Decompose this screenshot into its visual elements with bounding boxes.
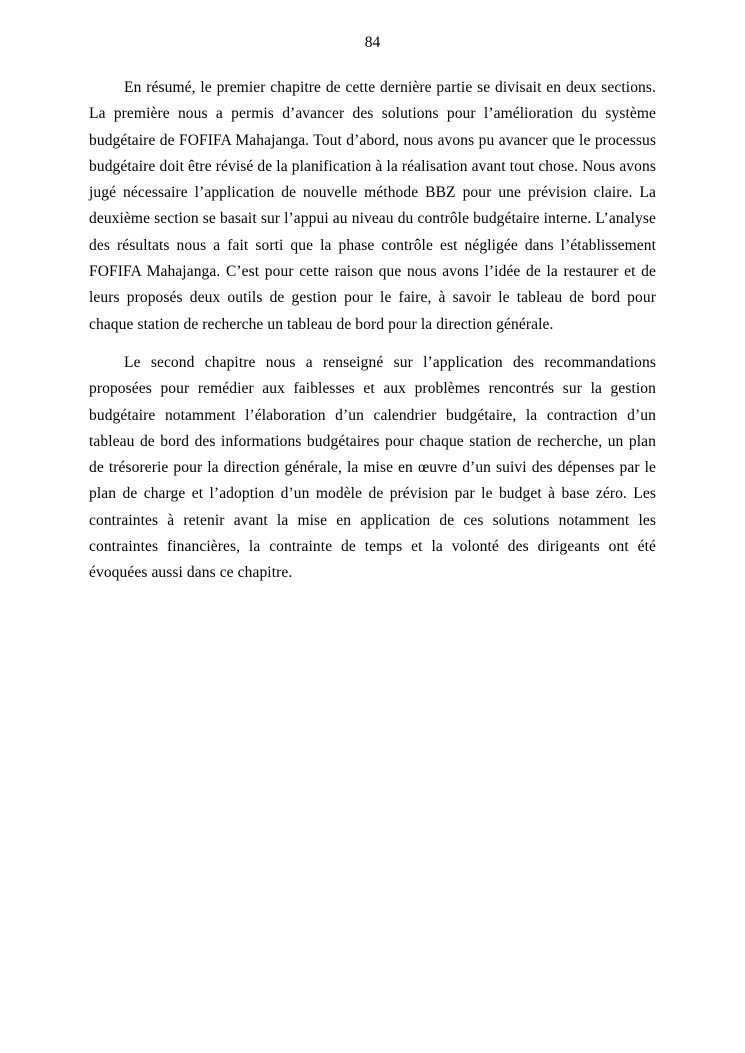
page-number: 84	[364, 34, 381, 51]
page-body	[89, 75, 656, 587]
paragraph: Le second chapitre nous a renseigné sur l’application des recommandations proposées pour remédier aux faiblesses et aux problèmes rencontrés sur la gestion budgétaire notamment l’élaboration d’un calendrier budgétaire, la contraction d’un tableau de bord des informations budgétaires pour chaque station de recherche, un plan de trésorerie pour la direction générale, la mise en œuvre d’un suivi des dépenses par le plan de charge et l’adoption d’un modèle de prévision par le budget à base zéro. Les contraintes à retenir avant la mise en application de ces solutions notamment les contraintes financières, la contrainte de temps et la volonté des dirigeants ont été évoquées aussi dans ce chapitre.	[89, 353, 656, 582]
paragraph: En résumé, le premier chapitre de cette dernière partie se divisait en deux sections. La première nous a permis d’avancer des solutions pour l’amélioration du système budgétaire de FOFIFA Mahajanga. Tout d’abord, nous avons pu avancer que le processus budgétaire doit être révisé de la planification à la réalisation avant tout chose. Nous avons jugé nécessaire l’application de nouvelle méthode BBZ pour une prévision claire. La deuxième section se basait sur l’appui au niveau du contrôle budgétaire interne. L’analyse des résultats nous a fait sorti que la phase contrôle est négligée dans l’établissement FOFIFA Mahajanga. C’est pour cette raison que nous avons l’idée de la restaurer et de leurs proposés deux outils de gestion pour le faire, à savoir le tableau de bord pour chaque station de recherche un tableau de bord pour la direction générale.	[89, 79, 656, 333]
